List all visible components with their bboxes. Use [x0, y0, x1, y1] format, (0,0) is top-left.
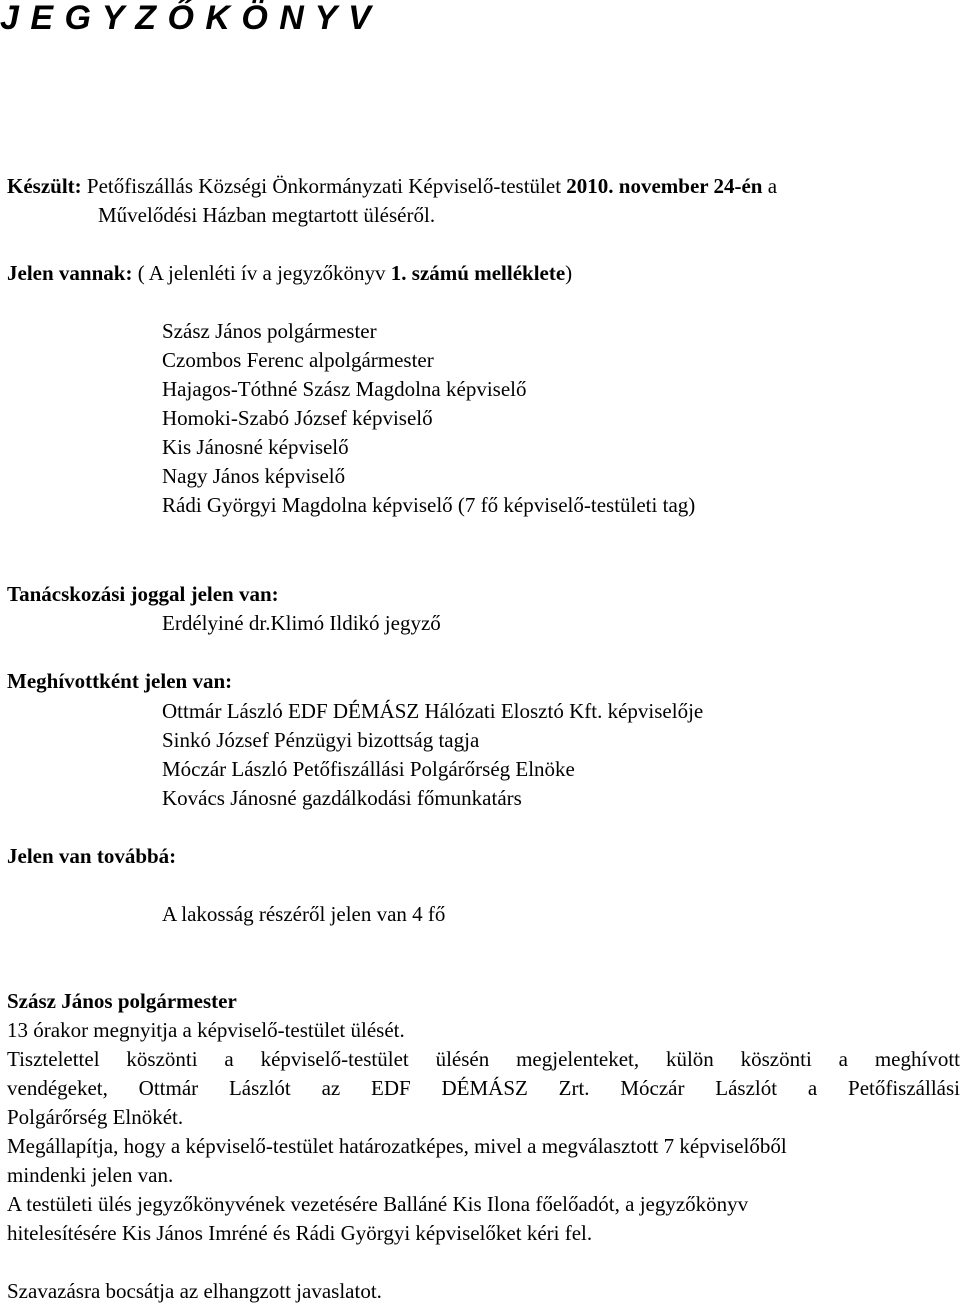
- made-label: Készült:: [7, 174, 82, 198]
- advisory-name: Erdélyiné dr.Klimó Ildikó jegyző: [162, 611, 441, 635]
- speaker-heading: Szász János polgármester: [7, 989, 237, 1013]
- member-item: Czombos Ferenc alpolgármester: [162, 348, 434, 372]
- body-line: Tisztelettel köszönti a képviselő-testület ülésén megjelenteket, külön köszönti a meghívott: [7, 1047, 960, 1071]
- member-item: Rádi Györgyi Magdolna képviselő (7 fő képviselő-testületi tag): [162, 493, 696, 517]
- also-label: Jelen van továbbá:: [7, 844, 177, 868]
- advisory-label: Tanácskozási joggal jelen van:: [7, 582, 279, 606]
- body-line: Szavazásra bocsátja az elhangzott javaslatot.: [7, 1279, 382, 1303]
- made-date: 2010. november 24-én: [566, 174, 763, 198]
- body-line: mindenki jelen van.: [7, 1163, 174, 1187]
- present-label: Jelen vannak:: [7, 261, 133, 285]
- present-line: [7, 259, 572, 288]
- body-line: 13 órakor megnyitja a képviselő-testület ülését.: [7, 1018, 405, 1042]
- body-line: Polgárőrség Elnökét.: [7, 1105, 184, 1129]
- invited-item: Ottmár László EDF DÉMÁSZ Hálózati Elosztó Kft. képviselője: [162, 699, 704, 723]
- present-annex: 1. számú melléklete: [390, 261, 566, 285]
- member-item: Hajagos-Tóthné Szász Magdolna képviselő: [162, 377, 527, 401]
- body-line: vendégeket, Ottmár Lászlót az EDF DÉMÁSZ Zrt. Móczár Lászlót a Petőfiszállási: [7, 1076, 960, 1100]
- body-line: Megállapítja, hogy a képviselő-testület határozatképes, mivel a megválasztott 7 képviselőből: [7, 1134, 787, 1158]
- present-text: ( A jelenléti ív a jegyzőkönyv: [132, 261, 391, 285]
- member-item: Kis Jánosné képviselő: [162, 435, 349, 459]
- member-item: Szász János polgármester: [162, 319, 377, 343]
- invited-item: Sinkó József Pénzügyi bizottság tagja: [162, 728, 480, 752]
- present-end: ): [565, 261, 573, 285]
- also-text: A lakosság részéről jelen van 4 fő: [162, 902, 446, 926]
- member-item: Nagy János képviselő: [162, 464, 346, 488]
- invited-label: Meghívottként jelen van:: [7, 669, 233, 693]
- made-text-a: Petőfiszállás Községi Önkormányzati Képviselő-testület: [81, 174, 567, 198]
- invited-item: Kovács Jánosné gazdálkodási főmunkatárs: [162, 786, 522, 810]
- body-line: A testületi ülés jegyzőkönyvének vezetésére Balláné Kis Ilona főelőadót, a jegyzőkönyv: [7, 1192, 749, 1216]
- made-line-1: [7, 172, 777, 201]
- member-item: Homoki-Szabó József képviselő: [162, 406, 433, 430]
- body-line: hitelesítésére Kis János Imréné és Rádi Györgyi képviselőket kéri fel.: [7, 1221, 593, 1245]
- made-text-b: a: [762, 174, 778, 198]
- made-line-2: Művelődési Házban megtartott üléséről.: [98, 203, 436, 227]
- invited-item: Móczár László Petőfiszállási Polgárőrség Elnöke: [162, 757, 575, 781]
- document-title: J E G Y Z Ő K Ö N Y V: [0, 0, 371, 37]
